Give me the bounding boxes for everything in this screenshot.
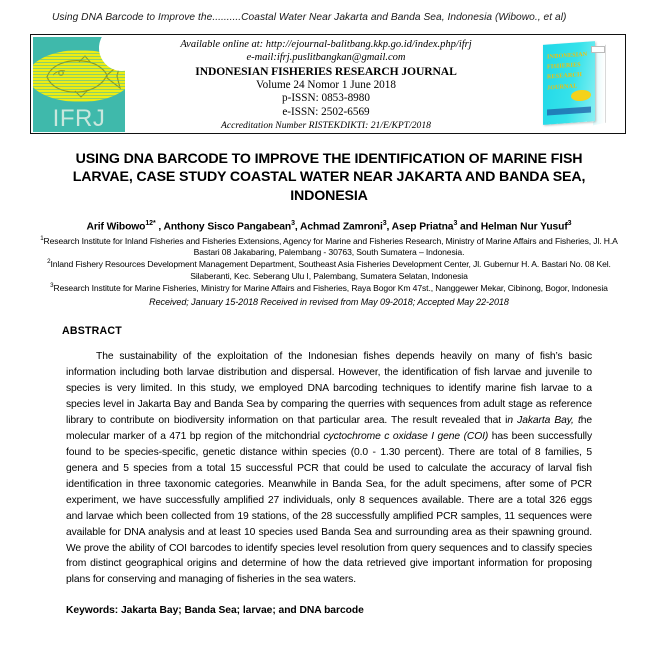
affiliation-1: $^1$Research Institute for Inland Fisheries and Fisheries Extensions, Agency for Marine and Fisheries Research, Ministry of Marine Affairs and Fisheries, Jl. H.A Bastari 08 Jakabaring, Palembang - 30763, South Sumatera – Indonesia. xyxy=(40,234,618,257)
abstract-heading: ABSTRACT xyxy=(62,325,122,338)
email-line: e-mail:ifrj.puslitbangkan@gmail.com xyxy=(246,51,406,63)
affiliation-3: $^3$Research Institute for Marine Fisheries, Ministry for Marine Affairs and Fisheries, Raya Bogor Km 47st., Nanggewer Mekar, Cibinong, Bogor, Indonesia xyxy=(50,281,608,293)
running-head: Using DNA Barcode to Improve the..........Coastal Water Near Jakarta and Banda Sea, Indonesia (Wibowo., et al) xyxy=(52,12,567,23)
masthead-text-block xyxy=(127,39,525,131)
p-issn-line: p-ISSN: 0853-8980 xyxy=(282,92,370,105)
journal-cover-image xyxy=(529,38,621,132)
affiliation-2: $^2$Inland Fishery Resources Development Management Department, Southeast Asia Fisheries Development Center, Jl. Gubernur H. A. Bastari No. 08 Kel. Silaberanti, Kec. Seberang Ulu I, Palembang, Sumatera Selatan, Indonesia xyxy=(47,258,611,281)
abstract-text: The sustainability of the exploitation of the Indonesian fishes depends heavily on many of fish’s basic information including both larvae distribution and dispersal. However, the identification of fish larvae and juvenile to species is very limited. In this study, we employed DNA barcoding techniques to identify marine fish larvae to a species level in Jakarta Bay and Banda Sea by comparing the querries with sequences from adult stage as reference library to contribute on biodiversity information on that particular area. The result revealed that in Jakarta Bay, the molecular marker of a 471 bp region of the mitchondrial cyctochrome c oxidase I gene (COI) has been successfully found to be species-specific, genetic distance within species (0.0 - 1.30 percent). There are total of 8 families, 5 genera and 5 species from a total 15 successful PCR that could be used to calculate the accuracy of larval fish identification in three taxonomic categories. Meanwhile in Banda Sea, for the adult specimens, after some of PCR experiment, we have successfully amplified 27 individuals, only 8 sequences available. There are a total 326 eggs and larvae which been collected from 19 stations, of the 28 successfully amplified PCR samples, 11 sequences were available for DNA analysis and at least 10 species used Banda Sea and surrounding area as their spawning ground. We prove the ability of COI barcodes to identify species level resolution from query sequences and to classify species from distinct geographical origins and determine of how the data retrieved give important information for proposing plans for conserving and managing of fisheries in the sea waters. xyxy=(66,351,593,586)
author-list: Arif Wibowo$^{12*}$ , Anthony Sisco Pangabean$^3$, Achmad Zamroni$^3$, Asep Priatna$^3$ and Helman Nur Yusuf$^3$ xyxy=(86,220,572,233)
volume-line: Volume 24 Nomor 1 June 2018 xyxy=(256,78,396,91)
available-online-line: Available online at: http://ejournal-balitbang.kkp.go.id/index.php/ifrj xyxy=(180,39,472,50)
accreditation-line: Accreditation Number RISTEKDIKTI: 21/E/KPT/2018 xyxy=(221,119,431,131)
cover-title-text: INDONESIAN FISHERIES RESEARCH JOURNAL xyxy=(547,51,588,92)
affiliations xyxy=(22,235,636,294)
page-title: USING DNA BARCODE TO IMPROVE THE IDENTIFICATION OF MARINE FISH LARVAE, CASE STUDY COASTAL WATER NEAR JAKARTA AND BANDA SEA, INDONESIA xyxy=(72,151,586,204)
received-dates: Received; January 15-2018 Received in revised from May 09-2018; Accepted May 22-2018 xyxy=(149,297,509,308)
journal-name: INDONESIAN FISHERIES RESEARCH JOURNAL xyxy=(195,64,457,78)
logo-wordmark: IFRJ xyxy=(52,105,106,132)
journal-masthead-box xyxy=(30,34,626,134)
keywords-line: Keywords: Jakarta Bay; Banda Sea; larvae; and DNA barcode xyxy=(66,605,364,617)
ifrj-logo xyxy=(33,37,125,132)
cover-barcode xyxy=(591,46,605,53)
e-issn-line: e-ISSN: 2502-6569 xyxy=(282,106,370,119)
